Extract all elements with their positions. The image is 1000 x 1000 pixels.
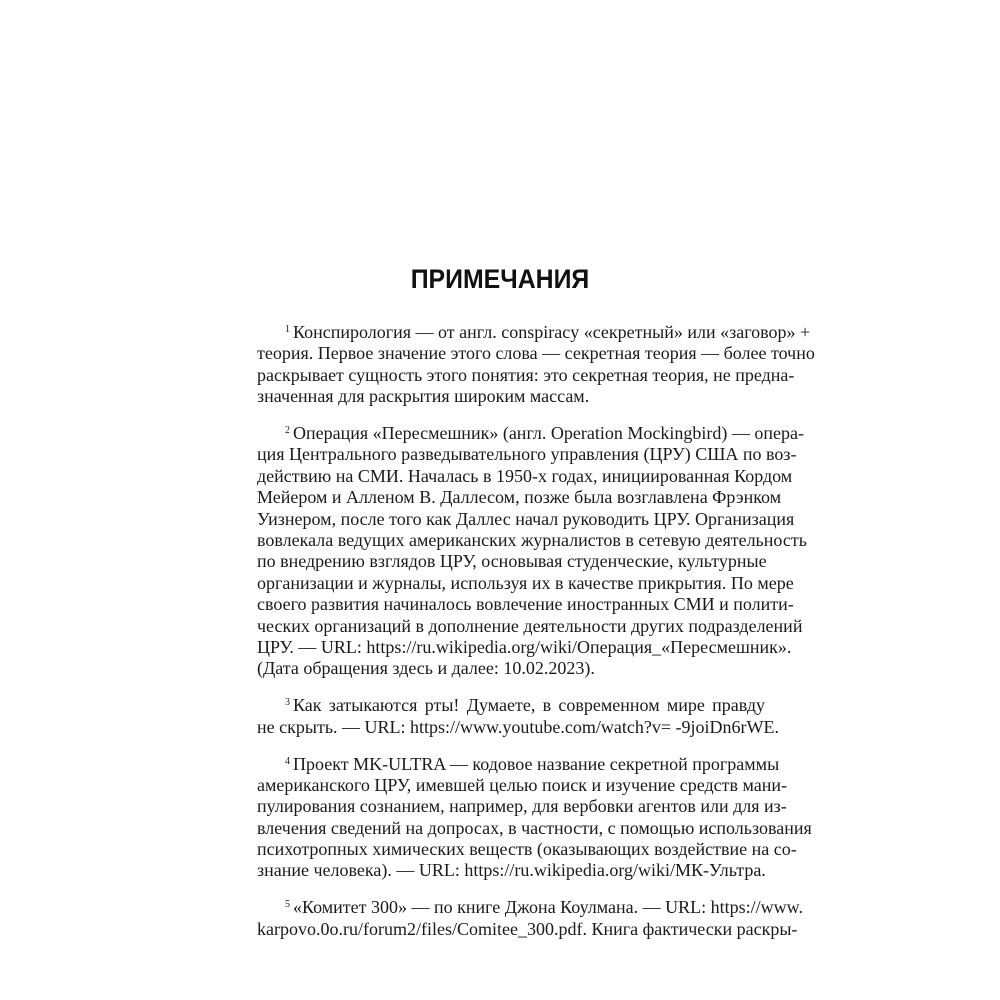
note-line: по внедрению взглядов ЦРУ, основывая студенческие, культурные xyxy=(257,551,767,572)
note-text: Конспирология — от англ. conspiracy «секретный» или «заговор» + xyxy=(293,322,811,342)
note-text: «Комитет 300» — по книге Джона Коулмана. — URL: https://www. xyxy=(293,897,804,918)
note-line: ЦРУ. — URL: https://ru.wikipedia.org/wiki/Операция_«Пересмешник». xyxy=(257,636,792,657)
note-line: организации и журналы, используя их в качестве прикрытия. По мере xyxy=(257,572,794,593)
note-2 xyxy=(257,423,807,680)
note-line: психотропных химических веществ (оказывающих воздействие на со- xyxy=(257,839,797,860)
note-line: Уизнером, после того как Даллес начал руководить ЦРУ. Организация xyxy=(257,508,795,529)
note-line xyxy=(257,423,804,444)
note-line: ция Центрального разведывательного управления (ЦРУ) США по воз- xyxy=(257,444,797,465)
note-line: karpovo.0o.ru/forum2/files/Comitee_300.pdf. Книга фактически раскры- xyxy=(257,918,798,939)
note-line: знание человека). — URL: https://ru.wikipedia.org/wiki/МК-Ультра. xyxy=(257,860,766,881)
notes-list xyxy=(257,322,815,956)
note-line: вовлекала ведущих американских журналистов в сетевую деятельность xyxy=(257,530,807,551)
note-number: 3 xyxy=(285,697,290,709)
note-line: не скрыть. — URL: https://www.youtube.com/watch?v= -9joiDn6rWE. xyxy=(257,716,779,737)
note-number: 5 xyxy=(285,899,290,911)
note-line: теория. Первое значение этого слова — секретная теория — более точно xyxy=(257,343,815,364)
note-number: 2 xyxy=(285,425,290,437)
note-text: Как затыкаются рты! Думаете, в современном мире правду xyxy=(293,695,765,716)
note-line: ческих организаций в дополнение деятельности других подразделений xyxy=(257,615,803,636)
note-line: влечения сведений на допросах, в частности, с помощью использования xyxy=(257,817,812,838)
note-text: Операция «Пересмешник» (англ. Operation Mockingbird) — опера- xyxy=(293,423,804,444)
note-line xyxy=(257,322,811,343)
note-line xyxy=(257,897,804,918)
note-line: Мейером и Алленом В. Даллесом, позже была возглавлена Фрэнком xyxy=(257,487,782,508)
note-number: 1 xyxy=(285,324,290,335)
note-line xyxy=(257,695,765,716)
note-line: раскрывает сущность этого понятия: это секретная теория, не предна- xyxy=(257,364,795,385)
note-number: 4 xyxy=(285,755,290,767)
note-line xyxy=(257,753,780,775)
note-line: своего развития начиналось вовлечение иностранных СМИ и полити- xyxy=(257,594,794,615)
note-line: значенная для раскрытия широким массам. xyxy=(257,386,590,407)
note-text: Проект MK-ULTRA — кодовое название секретной программы xyxy=(293,753,780,774)
note-3 xyxy=(257,695,779,738)
note-line: (Дата обращения здесь и далее: 10.02.2023). xyxy=(257,658,595,679)
note-5 xyxy=(257,897,804,940)
note-line: пулирования сознанием, например, для вербовки агентов или для из- xyxy=(257,796,787,817)
note-line: действию на СМИ. Началась в 1950-х годах, инициированная Кордом xyxy=(257,465,793,486)
note-line: американского ЦРУ, имевшей целью поиск и изучение средств мани- xyxy=(257,774,788,795)
note-1 xyxy=(257,322,815,408)
note-4 xyxy=(257,753,812,882)
page-title: ПРИМЕЧАНИЯ xyxy=(410,264,590,294)
